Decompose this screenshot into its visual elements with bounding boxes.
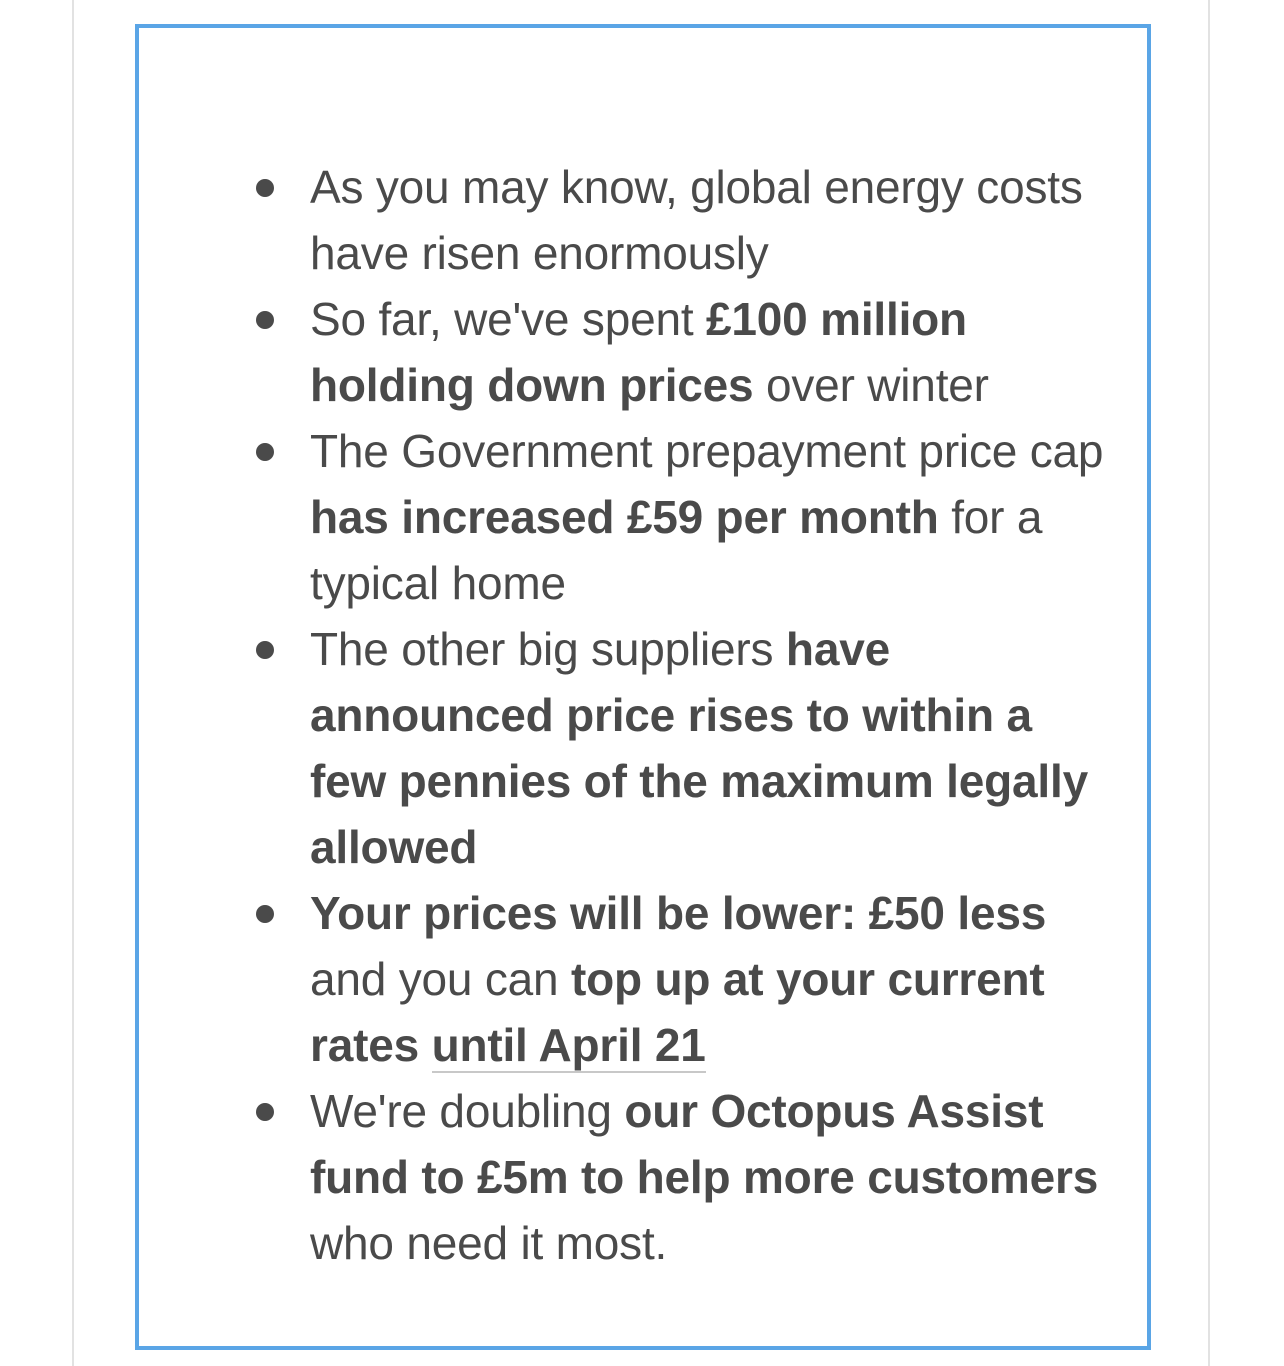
list-item — [139, 616, 1147, 880]
bullet-icon — [256, 443, 274, 461]
info-callout-box — [135, 24, 1151, 1350]
bullet-bold-text: has increased £59 per month — [310, 491, 939, 543]
bullet-text: and you can — [310, 953, 572, 1005]
list-item — [139, 154, 1147, 286]
list-item — [139, 286, 1147, 418]
bullet-icon — [256, 641, 274, 659]
list-item — [139, 1078, 1147, 1276]
bullet-text: for a typical home — [310, 491, 1043, 609]
list-item — [139, 880, 1147, 1078]
list-item — [139, 418, 1147, 616]
right-divider — [1208, 0, 1210, 1366]
bullet-bold-text: Your prices will be lower: £50 less — [310, 887, 1047, 939]
bullet-text: The other big suppliers — [310, 623, 786, 675]
bullet-bold-text: our Octopus Assist fund to £5m to help more customers — [310, 1085, 1099, 1203]
bullet-icon — [256, 905, 274, 923]
bullet-list — [139, 154, 1147, 1276]
left-divider — [72, 0, 74, 1366]
bullet-text: As you may know, global energy costs have risen enormously — [310, 161, 1083, 279]
bullet-icon — [256, 179, 274, 197]
bullet-text: who need it most. — [310, 1217, 668, 1269]
bullet-text: The Government prepayment price cap — [310, 425, 1104, 477]
bullet-text: We're doubling — [310, 1085, 625, 1137]
until-april-21-link[interactable]: until April 21 — [431, 1019, 706, 1071]
bullet-icon — [256, 311, 274, 329]
bullet-text: over winter — [753, 359, 989, 411]
bullet-bold-text: £100 million holding down prices — [310, 293, 967, 411]
bullet-icon — [256, 1103, 274, 1121]
bullet-text: So far, we've spent — [310, 293, 707, 345]
bullet-bold-text: have announced price rises to within a few pennies of the maximum legally allowed — [310, 623, 1088, 873]
bullet-bold-text: top up at your current rates — [310, 953, 1045, 1071]
